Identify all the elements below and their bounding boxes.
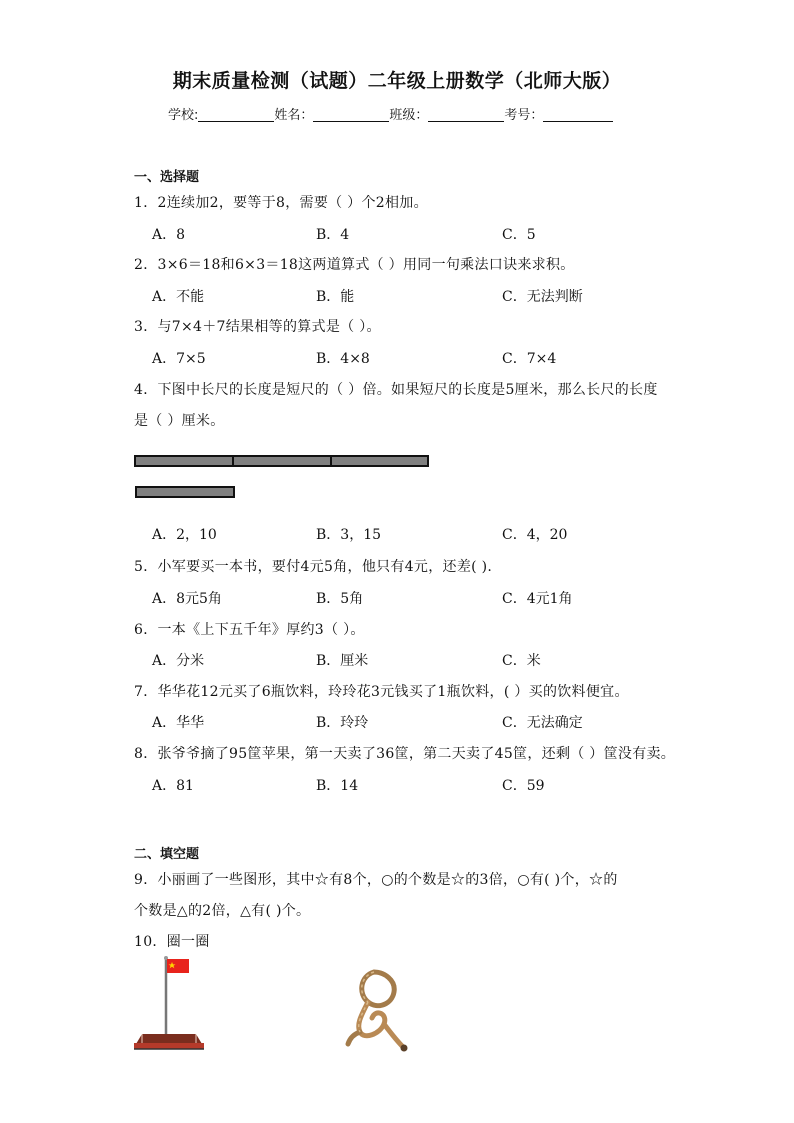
platform-base	[134, 1043, 204, 1049]
q4-option-b[interactable]: B．3，15	[316, 527, 382, 543]
q2-option-b[interactable]: B．能	[316, 289, 355, 305]
section-fill-title: 二、填空题	[134, 847, 200, 862]
long-ruler-segment-1	[134, 455, 234, 467]
flagpole-picture[interactable]	[132, 954, 206, 1054]
question-10: 10．圈一圈	[134, 934, 210, 950]
q1-option-b[interactable]: B．4	[316, 227, 350, 243]
q3-option-b[interactable]: B．4×8	[316, 351, 370, 367]
q3-option-a[interactable]: A．7×5	[152, 351, 206, 367]
question-2: 2．3×6＝18和6×3＝18这两道算式（ ）用同一句乘法口诀来求积。	[134, 257, 575, 273]
q3-option-c[interactable]: C．7×4	[502, 351, 557, 367]
exam-number-blank[interactable]	[543, 107, 613, 122]
question-9-line-2: 个数是△的2倍，△有( )个。	[134, 903, 311, 919]
q7-option-c[interactable]: C．无法确定	[502, 715, 583, 731]
q6-option-a[interactable]: A．分米	[152, 653, 205, 669]
q6-option-c[interactable]: C．米	[502, 653, 541, 669]
long-ruler-segment-2	[232, 455, 332, 467]
question-6: 6．一本《上下五千年》厚约3（ ）。	[134, 622, 365, 638]
page-title: 期末质量检测（试题）二年级上册数学（北师大版）	[172, 70, 622, 92]
question-5: 5．小军要买一本书，要付4元5角，他只有4元，还差( ).	[134, 559, 493, 575]
question-4: 4．下图中长尺的长度是短尺的（ ）倍。如果短尺的长度是5厘米，那么长尺的长度	[134, 382, 658, 398]
class-blank[interactable]	[428, 107, 504, 122]
question-9: 9．小丽画了一些图形，其中☆有8个，○的个数是☆的3倍，○有( )个，☆的	[134, 872, 618, 888]
rope-picture[interactable]	[344, 968, 414, 1058]
name-label: 姓名：	[274, 108, 314, 123]
q7-option-b[interactable]: B．玲玲	[316, 715, 369, 731]
q6-option-b[interactable]: B．厘米	[316, 653, 369, 669]
q5-option-b[interactable]: B．5角	[316, 591, 364, 607]
flag	[167, 959, 189, 973]
student-info-line	[168, 104, 613, 123]
q4-option-c[interactable]: C．4，20	[502, 527, 568, 543]
q1-option-c[interactable]: C．5	[502, 227, 536, 243]
section-choice-title: 一、选择题	[134, 170, 200, 185]
question-8: 8．张爷爷摘了95筐苹果，第一天卖了36筐，第二天卖了45筐，还剩（ ）筐没有卖。	[134, 746, 676, 762]
q2-option-c[interactable]: C．无法判断	[502, 289, 583, 305]
school-label: 学校:	[168, 108, 199, 123]
name-blank[interactable]	[313, 107, 389, 122]
question-3: 3．与7×4＋7结果相等的算式是（ ）。	[134, 319, 381, 335]
rope-end	[401, 1045, 408, 1052]
class-label: 班级：	[389, 108, 429, 123]
q7-option-a[interactable]: A．华华	[152, 715, 205, 731]
long-ruler-segment-3	[330, 455, 429, 467]
q4-option-a[interactable]: A．2，10	[152, 527, 217, 543]
exam-number-label: 考号：	[504, 108, 544, 123]
q1-option-a[interactable]: A．8	[152, 227, 186, 243]
q5-option-a[interactable]: A．8元5角	[152, 591, 222, 607]
question-1: 1．2连续加2，要等于8，需要（ ）个2相加。	[134, 195, 428, 211]
q8-option-c[interactable]: C．59	[502, 778, 545, 794]
school-blank[interactable]	[198, 107, 274, 122]
flag-platform	[136, 1034, 202, 1044]
q8-option-a[interactable]: A．81	[152, 778, 194, 794]
short-ruler	[135, 486, 235, 498]
q8-option-b[interactable]: B．14	[316, 778, 359, 794]
question-4-line-2: 是（ ）厘米。	[134, 413, 225, 429]
question-7: 7．华华花12元买了6瓶饮料，玲玲花3元钱买了1瓶饮料，( ）买的饮料便宜。	[134, 684, 629, 700]
q5-option-c[interactable]: C．4元1角	[502, 591, 573, 607]
q2-option-a[interactable]: A．不能	[152, 289, 205, 305]
